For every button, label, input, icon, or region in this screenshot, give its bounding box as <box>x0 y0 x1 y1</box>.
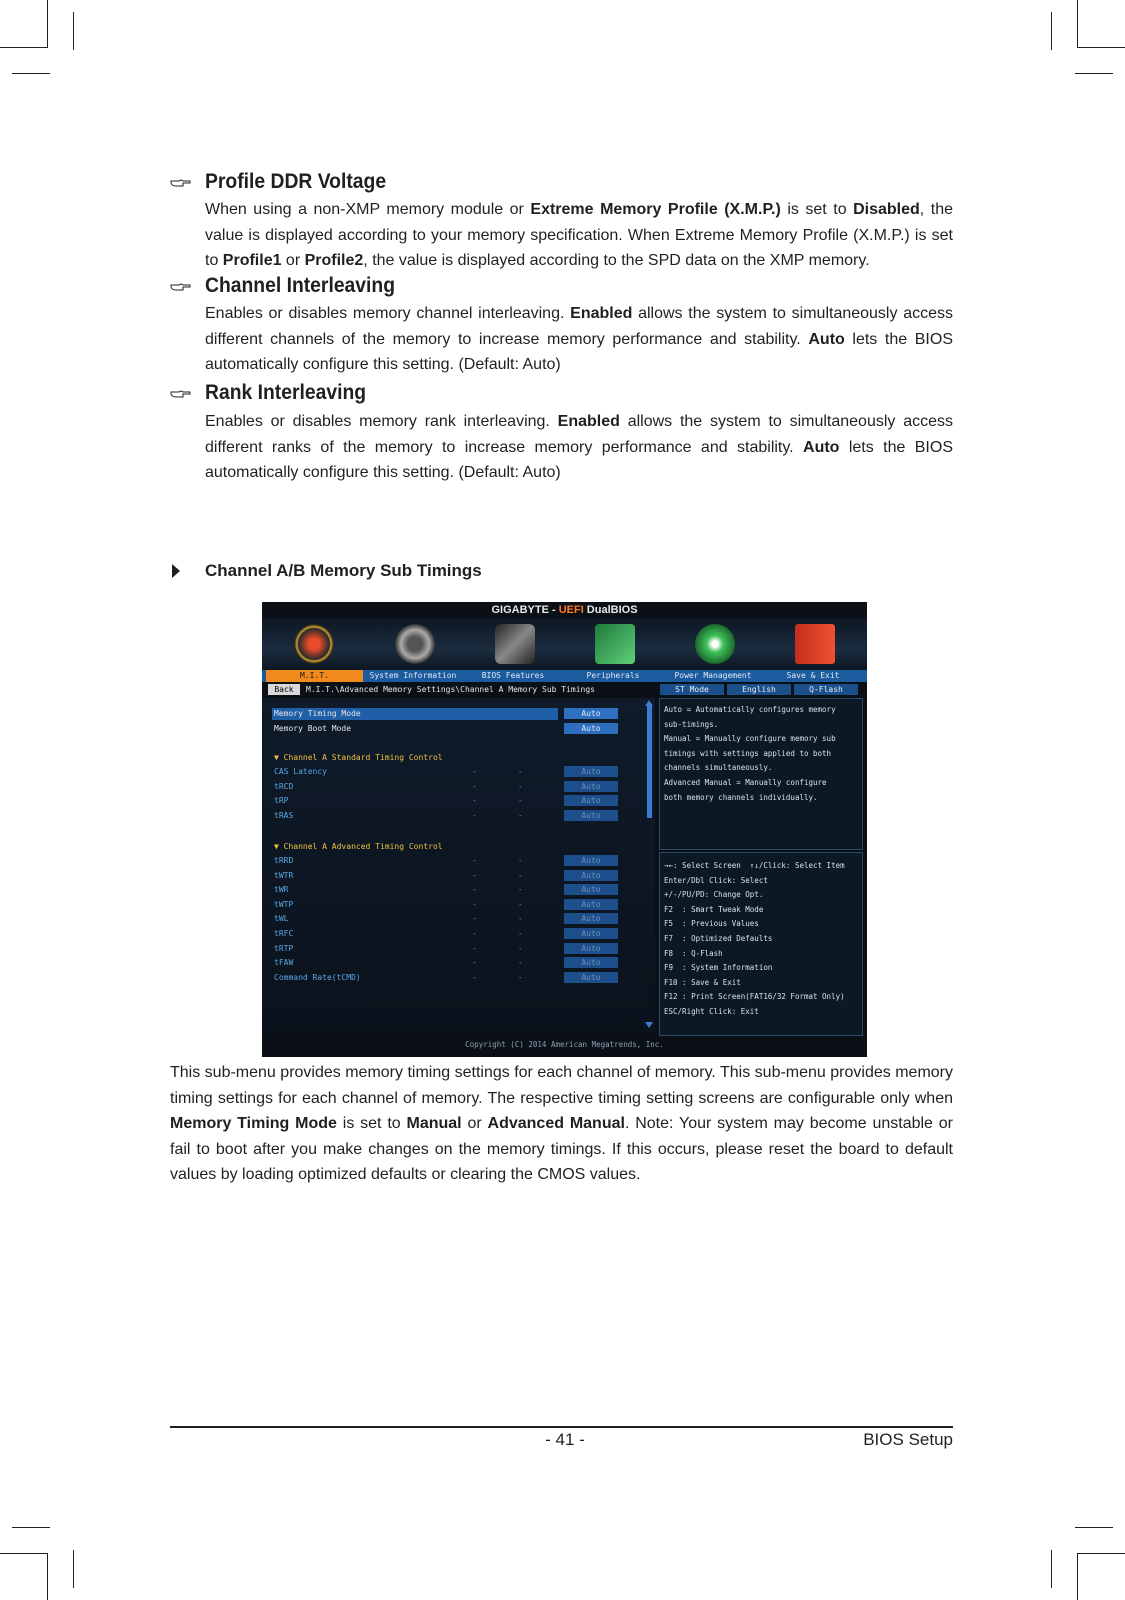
timing-current-value: - <box>518 796 523 806</box>
help-line: Advanced Manual = Manually configure <box>664 778 827 787</box>
timing-label[interactable]: tWTP <box>274 899 294 909</box>
timing-current-value: - <box>472 972 477 982</box>
pointing-hand-icon <box>170 176 192 190</box>
help-line: Auto = Automatically configures memory <box>664 705 836 714</box>
settings-pane <box>262 698 655 1033</box>
crop-mark <box>12 1527 50 1528</box>
timing-current-value: - <box>518 781 523 791</box>
timing-current-value: - <box>518 810 523 820</box>
crop-mark <box>1075 1527 1113 1528</box>
section-title: Channel Interleaving <box>205 274 396 297</box>
footer-section: BIOS Setup <box>863 1430 953 1449</box>
crop-mark <box>1077 47 1125 48</box>
crop-mark <box>47 1553 48 1600</box>
crop-mark <box>1077 1553 1078 1600</box>
pointing-hand-icon <box>170 280 192 294</box>
timing-current-value: - <box>472 810 477 820</box>
crop-mark <box>73 1550 74 1588</box>
timing-current-value: - <box>472 914 477 924</box>
triangle-bullet-icon <box>172 564 180 578</box>
section-paragraph: Enables or disables memory channel interleaving. Enabled allows the system to simultaneously access different channels of the memory to increase memory performance and stability. Auto lets the BIOS automatically configure this setting. (Default: Auto) <box>205 305 954 373</box>
timing-current-value: - <box>518 914 523 924</box>
help-line: channels simultaneously. <box>664 763 773 773</box>
footer-rule <box>170 1426 953 1428</box>
timing-current-value: - <box>518 870 523 880</box>
timing-current-value: - <box>518 943 523 953</box>
help-line: →←: Select Screen ↑↓/Click: Select Item <box>664 861 845 870</box>
timing-label[interactable]: tWR <box>274 885 289 895</box>
timing-label[interactable]: tRAS <box>274 810 294 820</box>
help-pane <box>659 698 863 850</box>
timing-current-value: - <box>518 929 523 938</box>
mit-gauge-icon[interactable] <box>294 624 334 664</box>
timing-current-value: - <box>472 929 477 938</box>
timing-current-value: - <box>518 856 523 865</box>
help-line: Enter/Dbl Click: Select <box>664 875 768 885</box>
subheading: Channel A/B Memory Sub Timings <box>205 561 482 580</box>
timing-value[interactable]: Auto <box>564 795 618 806</box>
tab-mit[interactable]: M.I.T. <box>266 670 363 682</box>
bios-features-chip-icon[interactable] <box>495 624 535 664</box>
peripherals-icon[interactable] <box>595 624 635 664</box>
timing-label[interactable]: CAS Latency <box>274 767 327 776</box>
page-number: - 41 - <box>545 1430 585 1449</box>
tab-peripherals[interactable]: Peripherals <box>586 671 640 680</box>
timing-value[interactable]: Auto <box>564 943 618 954</box>
setting-label[interactable]: Memory Boot Mode <box>274 724 352 733</box>
help-line: F12 : Print Screen(FAT16/32 Format Only) <box>664 992 845 1002</box>
section-paragraph: When using a non-XMP memory module or Extreme Memory Profile (X.M.P.) is set to Disabled, the value is displayed according to your memory specification. When Extreme Memory Profile (X.M.P.) is set to Profile1 or Profile2, the value is displayed according to the SPD data on the XMP memory. <box>205 201 953 269</box>
timing-value[interactable]: Auto <box>564 913 618 924</box>
help-line: F9 : System Information <box>664 963 773 973</box>
timing-value[interactable]: Auto <box>564 870 618 881</box>
timing-label[interactable]: tWL <box>274 914 289 924</box>
power-management-icon[interactable] <box>695 624 735 664</box>
help-line: F2 : Smart Tweak Mode <box>664 904 764 914</box>
pointing-hand-icon <box>170 387 192 401</box>
crop-mark <box>1077 1553 1125 1554</box>
timing-current-value: - <box>472 796 477 806</box>
language-button[interactable]: English <box>727 684 791 695</box>
timing-value[interactable]: Auto <box>564 855 618 866</box>
back-button[interactable]: Back <box>268 684 300 695</box>
setting-value[interactable]: Auto <box>564 723 618 734</box>
save-exit-door-icon[interactable] <box>795 624 835 664</box>
crop-mark <box>12 73 50 74</box>
scrollbar[interactable] <box>647 706 652 818</box>
crop-mark <box>47 0 48 47</box>
timing-current-value: - <box>518 899 523 909</box>
crop-mark <box>1051 12 1052 50</box>
setting-label[interactable]: Memory Timing Mode <box>274 709 361 718</box>
system-information-gear-icon[interactable] <box>395 624 435 664</box>
q-flash-button[interactable]: Q-Flash <box>794 684 858 695</box>
section-title: Profile DDR Voltage <box>205 170 387 193</box>
crop-mark <box>0 47 48 48</box>
st-mode-button[interactable]: ST Mode <box>660 684 724 695</box>
timing-label[interactable]: tRFC <box>274 929 294 938</box>
timing-current-value: - <box>472 899 477 909</box>
help-line: F5 : Previous Values <box>664 919 759 929</box>
timing-value[interactable]: Auto <box>564 957 618 968</box>
timing-value[interactable]: Auto <box>564 781 618 792</box>
timing-label[interactable]: Command Rate(tCMD) <box>274 972 361 982</box>
timing-label[interactable]: tRTP <box>274 943 294 953</box>
help-line: both memory channels individually. <box>664 792 818 802</box>
timing-current-value: - <box>472 958 477 968</box>
timing-value[interactable]: Auto <box>564 972 618 983</box>
timing-value[interactable]: Auto <box>564 928 618 939</box>
bios-icon-bar <box>262 618 867 670</box>
timing-current-value: - <box>472 943 477 953</box>
timing-current-value: - <box>518 767 523 776</box>
path-bar <box>262 683 867 697</box>
timing-label[interactable]: tRRD <box>274 856 294 865</box>
timing-label[interactable]: tFAW <box>274 958 294 968</box>
timing-current-value: - <box>518 972 523 982</box>
group-header[interactable]: ▼ Channel A Standard Timing Control <box>274 753 443 762</box>
key-help-pane <box>659 852 863 1036</box>
help-line: +/-/PU/PD: Change Opt. <box>664 890 764 900</box>
timing-label[interactable]: tRP <box>274 796 289 806</box>
timing-current-value: - <box>472 781 477 791</box>
scroll-down-arrow-icon[interactable] <box>645 1022 653 1028</box>
bios-title: GIGABYTE - UEFI DualBIOS <box>491 604 638 616</box>
crop-mark <box>1051 1550 1052 1588</box>
help-line: F10 : Save & Exit <box>664 977 741 987</box>
help-line: timings with settings applied to both <box>664 748 832 758</box>
breadcrumb: M.I.T.\Advanced Memory Settings\Channel A Memory Sub Timings <box>306 685 595 694</box>
timing-label[interactable]: tWTR <box>274 870 294 880</box>
timing-label[interactable]: tRCD <box>274 781 294 791</box>
timing-value[interactable]: Auto <box>564 899 618 910</box>
timing-current-value: - <box>472 885 477 895</box>
timing-current-value: - <box>472 870 477 880</box>
timing-value[interactable]: Auto <box>564 810 618 821</box>
timing-current-value: - <box>472 767 477 776</box>
tab-save-exit[interactable]: Save & Exit <box>786 671 840 680</box>
help-line: F8 : Q-Flash <box>664 948 723 958</box>
help-line: ESC/Right Click: Exit <box>664 1007 759 1016</box>
crop-mark <box>1075 73 1113 74</box>
help-line: Manual = Manually configure memory sub <box>664 734 836 744</box>
section-paragraph: Enables or disables memory rank interleaving. Enabled allows the system to simultaneously access different ranks of the memory to increase memory performance and stability. Auto lets the BIOS automatically configure this setting. (Default: Auto) <box>205 413 953 481</box>
setting-value[interactable]: Auto <box>564 708 618 719</box>
section-title: Rank Interleaving <box>205 381 367 404</box>
tab-bios-features[interactable]: BIOS Features <box>481 671 545 680</box>
timing-current-value: - <box>472 856 477 865</box>
timing-value[interactable]: Auto <box>564 884 618 895</box>
crop-mark <box>0 1553 48 1554</box>
group-header[interactable]: ▼ Channel A Advanced Timing Control <box>274 842 443 851</box>
tab-system-information[interactable]: System Information <box>369 671 457 680</box>
crop-mark <box>1077 0 1078 47</box>
copyright: Copyright (C) 2014 American Megatrends, Inc. <box>465 1040 664 1049</box>
bios-screenshot <box>262 602 867 1057</box>
body-paragraph: This sub-menu provides memory timing settings for each channel of memory. This sub-menu provides memory timing settings for each channel of memory. The respective timing setting screens are configurable only when Memory Timing Mode is set to Manual or Advanced Manual. Note: Your system may become unstable or fail to boot after you make changes on the memory timings. If this occurs, please reset the board to default values by loading optimized defaults or clearing the CMOS values. <box>170 1064 953 1183</box>
help-line: sub-timings. <box>664 719 719 729</box>
timing-current-value: - <box>518 885 523 895</box>
crop-mark <box>73 12 74 50</box>
help-line: F7 : Optimized Defaults <box>664 934 773 943</box>
tab-power-management[interactable]: Power Management <box>674 671 752 680</box>
bios-tab-bar <box>262 670 867 682</box>
timing-value[interactable]: Auto <box>564 766 618 777</box>
timing-current-value: - <box>518 958 523 968</box>
